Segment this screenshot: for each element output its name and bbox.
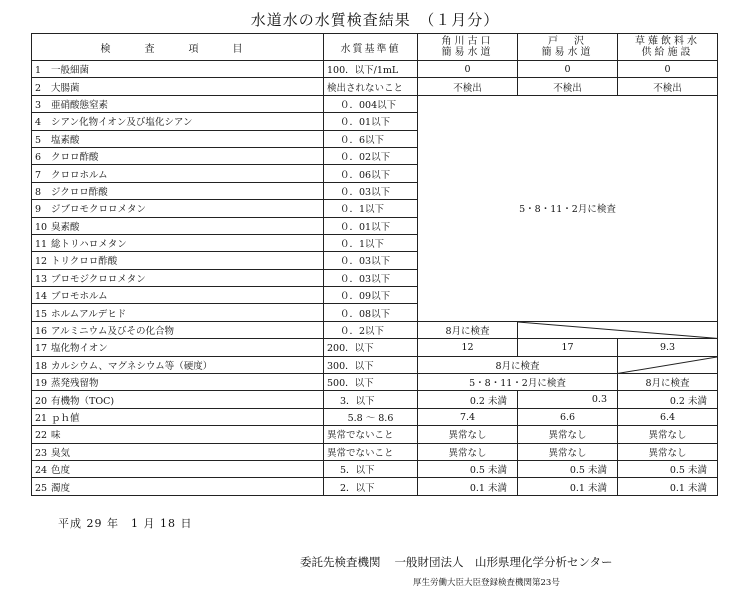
value-loc3: 0.1 未満 — [618, 478, 718, 495]
table-row — [32, 408, 718, 425]
item-name: 8 ジクロロ酢酸 — [32, 182, 324, 199]
item-name: 12 トリクロロ酢酸 — [32, 252, 324, 269]
item-name: 9 ジブロモクロロメタン — [32, 200, 324, 217]
standard-value: ０．6以下 — [324, 130, 418, 147]
item-name: 18 カルシウム、マグネシウム等（硬度） — [32, 356, 324, 373]
value-loc2: 6.6 — [518, 408, 618, 425]
item-name: 22 味 — [32, 426, 324, 443]
table-row — [32, 391, 718, 408]
table-row — [32, 95, 718, 112]
header-row — [32, 34, 718, 61]
item-name: 16 アルミニウム及びその化合物 — [32, 321, 324, 338]
header-location-2: 戸 沢 簡易水道 — [518, 34, 618, 61]
value-loc1: 12 — [418, 339, 518, 356]
value-loc2: 0.3 — [518, 391, 618, 408]
value-loc2: 不検出 — [518, 78, 618, 95]
item-name: 3 亜硝酸態窒素 — [32, 95, 324, 112]
item-name: 25 濁度 — [32, 478, 324, 495]
table-row — [32, 426, 718, 443]
report-date: 平成 29 年 1 月 18 日 — [58, 517, 193, 530]
value-loc1: 0.2 未満 — [418, 391, 518, 408]
standard-value: 500．以下 — [324, 374, 418, 391]
standard-value: ０．06以下 — [324, 165, 418, 182]
item-name: 4 シアン化物イオン及び塩化シアン — [32, 113, 324, 130]
diagonal-slash — [618, 357, 717, 373]
value-loc1-2: 5・8・11・2月に検査 — [418, 374, 618, 391]
standard-value: 5．以下 — [324, 460, 418, 477]
value-loc1: 不検出 — [418, 78, 518, 95]
item-name: 13 ブロモジクロロメタン — [32, 269, 324, 286]
standard-value: ０．02以下 — [324, 147, 418, 164]
value-loc1: 異常なし — [418, 426, 518, 443]
table-row — [32, 443, 718, 460]
standard-value: 5.8 ～ 8.6 — [324, 408, 418, 425]
standard-value: 300．以下 — [324, 356, 418, 373]
value-loc2: 0.1 未満 — [518, 478, 618, 495]
standard-value: ０．2以下 — [324, 321, 418, 338]
value-loc1: 0.1 未満 — [418, 478, 518, 495]
not-applicable-cell — [518, 321, 718, 338]
standard-value: 100．以下/1mL — [324, 61, 418, 78]
table-row — [32, 374, 718, 391]
header-standard: 水質基準値 — [324, 34, 418, 61]
standard-value: ０．1以下 — [324, 200, 418, 217]
value-loc1: 0 — [418, 61, 518, 78]
value-loc3: 8月に検査 — [618, 374, 718, 391]
standard-value: 2．以下 — [324, 478, 418, 495]
header-item: 検 査 項 目 — [32, 34, 324, 61]
value-loc3: 0 — [618, 61, 718, 78]
standard-value: ０．01以下 — [324, 217, 418, 234]
table-row — [32, 460, 718, 477]
not-applicable-cell — [618, 356, 718, 373]
standard-value: 200．以下 — [324, 339, 418, 356]
water-quality-table — [31, 33, 718, 496]
value-loc3: 0.5 未満 — [618, 460, 718, 477]
diagonal-slash — [518, 322, 717, 338]
standard-value: 3．以下 — [324, 391, 418, 408]
value-loc2: 17 — [518, 339, 618, 356]
value-loc3: 不検出 — [618, 78, 718, 95]
value-loc1: 異常なし — [418, 443, 518, 460]
item-name: 10 臭素酸 — [32, 217, 324, 234]
table-row — [32, 356, 718, 373]
value-loc3: 6.4 — [618, 408, 718, 425]
item-name: 24 色度 — [32, 460, 324, 477]
item-name: 15 ホルムアルデヒド — [32, 304, 324, 321]
item-name: 19 蒸発残留物 — [32, 374, 324, 391]
standard-value: ０．03以下 — [324, 269, 418, 286]
standard-value: ０．004以下 — [324, 95, 418, 112]
registration-note: 厚生労働大臣大臣登録検査機関第23号 — [413, 578, 560, 588]
table-row — [32, 339, 718, 356]
testing-organization — [300, 554, 627, 570]
value-loc1-2: 8月に検査 — [418, 356, 618, 373]
standard-value: 異常でないこと — [324, 426, 418, 443]
value-loc1: 7.4 — [418, 408, 518, 425]
table-row — [32, 78, 718, 95]
item-name: 5 塩素酸 — [32, 130, 324, 147]
standard-value: 検出されないこと — [324, 78, 418, 95]
table-row — [32, 321, 718, 338]
value-loc1: 0.5 未満 — [418, 460, 518, 477]
standard-value: ０．03以下 — [324, 182, 418, 199]
item-name: 6 クロロ酢酸 — [32, 147, 324, 164]
standard-value: ０．01以下 — [324, 113, 418, 130]
page-title: 水道水の水質検査結果 （１月分） — [250, 11, 500, 29]
table-row — [32, 478, 718, 495]
item-name: 20 有機物（TOC) — [32, 391, 324, 408]
item-name: 21 ｐｈ値 — [32, 408, 324, 425]
item-name: 7 クロロホルム — [32, 165, 324, 182]
item-name: 1 一般細菌 — [32, 61, 324, 78]
standard-value: 異常でないこと — [324, 443, 418, 460]
value-loc3: 異常なし — [618, 443, 718, 460]
item-name: 17 塩化物イオン — [32, 339, 324, 356]
value-loc2: 異常なし — [518, 443, 618, 460]
value-loc3: 9.3 — [618, 339, 718, 356]
value-loc2: 0.5 未満 — [518, 460, 618, 477]
header-location-1: 角川古口 簡易水道 — [418, 34, 518, 61]
standard-value: ０．09以下 — [324, 287, 418, 304]
value-loc3: 異常なし — [618, 426, 718, 443]
organization-label: 委託先検査機関 — [300, 555, 381, 569]
standard-value: ０．08以下 — [324, 304, 418, 321]
item-name: 2 大腸菌 — [32, 78, 324, 95]
value-loc3: 0.2 未満 — [618, 391, 718, 408]
standard-value: ０．03以下 — [324, 252, 418, 269]
item-name: 14 ブロモホルム — [32, 287, 324, 304]
value-loc2: 0 — [518, 61, 618, 78]
value-loc1: 8月に検査 — [418, 321, 518, 338]
organization-name: 一般財団法人 山形県理化学分析センター — [394, 555, 613, 569]
standard-value: ０．1以下 — [324, 234, 418, 251]
value-loc2: 異常なし — [518, 426, 618, 443]
header-location-3: 草薙飲料水 供給施設 — [618, 34, 718, 61]
item-name: 11 総トリハロメタン — [32, 234, 324, 251]
table-row — [32, 61, 718, 78]
merged-schedule-note: 5・8・11・2月に検査 — [418, 95, 718, 321]
item-name: 23 臭気 — [32, 443, 324, 460]
